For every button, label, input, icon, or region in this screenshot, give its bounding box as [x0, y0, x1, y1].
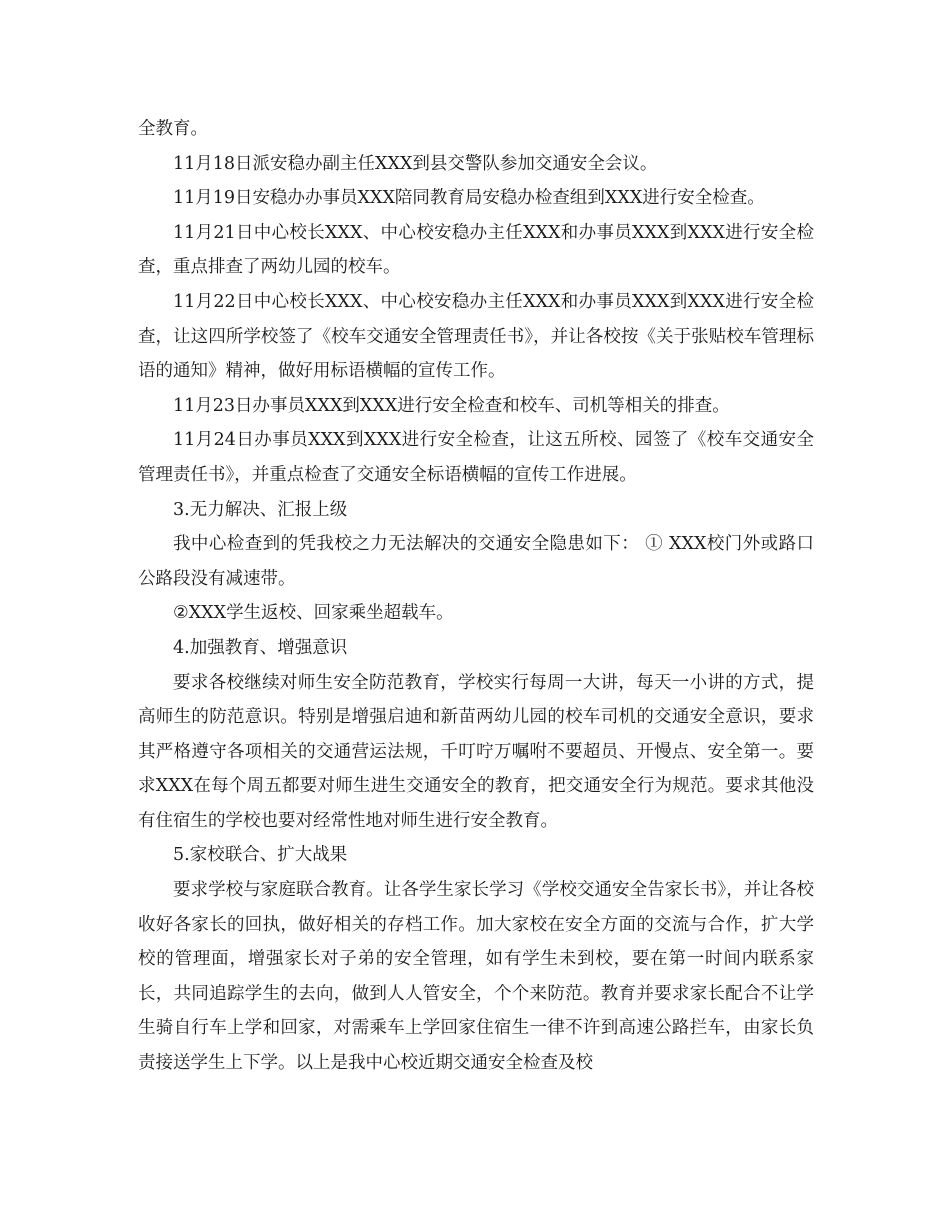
section-heading: 3.无力解决、汇报上级 — [173, 499, 348, 520]
document-body — [138, 112, 814, 1081]
paragraph: 11月24日办事员XXX到XXX进行安全检查，让这五所校、园签了《校车交通安全管理责任书》，并重点检查了交通安全标语横幅的宣传工作进展。 — [138, 430, 814, 485]
section-heading: 5.家校联合、扩大战果 — [173, 845, 348, 866]
paragraph: 11月22日中心校长XXX、中心校安稳办主任XXX和办事员XXX到XXX进行安全检查，让这四所学校签了《校车交通安全管理责任书》，并让各校按《关于张贴校车管理标语的通知》精神，做好用标语横幅的宣传工作。 — [138, 291, 814, 382]
paragraph: 11月21日中心校长XXX、中心校安稳办主任XXX和办事员XXX到XXX进行安全检查，重点排查了两幼儿园的校车。 — [138, 222, 814, 278]
paragraph: 全教育。 — [138, 119, 208, 139]
paragraph: 我中心检查到的凭我校之力无法解决的交通安全隐患如下： ① XXX校门外或路口公路段没有减速带。 — [138, 534, 814, 589]
paragraph: 11月18日派安稳办副主任XXX到县交警队参加交通安全会议。 — [173, 153, 658, 174]
paragraph: 11月23日办事员XXX到XXX进行安全检查和校车、司机等相关的排查。 — [173, 395, 730, 416]
paragraph: 11月19日安稳办办事员XXX陪同教育局安稳办检查组到XXX进行安全检查。 — [173, 188, 765, 209]
paragraph: 要求学校与家庭联合教育。让各学生家长学习《学校交通安全告家长书》，并让各校收好各家长的回执，做好相关的存档工作。加大家校在安全方面的交流与合作，扩大学校的管理面，增强家长对子弟的安全管理，如有学生未到校，要在第一时间内联系家长，共同追踪学生的去向，做到人人管安全，个个来防范。教育并要求家长配合不让学生骑自行车上学和回家，对需乘车上学回家住宿生一律不许到高速公路拦车，由家长负责接送学生上下学。以上是我中心校近期交通安全检查及校 — [138, 880, 814, 1074]
paragraph: 要求各校继续对师生安全防范教育，学校实行每周一大讲，每天一小讲的方式，提高师生的防范意识。特别是增强启迪和新苗两幼儿园的校车司机的交通安全意识，要求其严格遵守各项相关的交通营运法规，千叮咛万嘱咐不要超员、开慢点、安全第一。要求XXX在每个周五都要对师生进生交通安全的教育，把交通安全行为规范。要求其他没有住宿生的学校也要对经常性地对师生进行安全教育。 — [138, 672, 814, 831]
section-heading: 4.加强教育、增强意识 — [173, 637, 348, 658]
paragraph: ②XXX学生返校、回家乘坐超载车。 — [173, 603, 454, 624]
